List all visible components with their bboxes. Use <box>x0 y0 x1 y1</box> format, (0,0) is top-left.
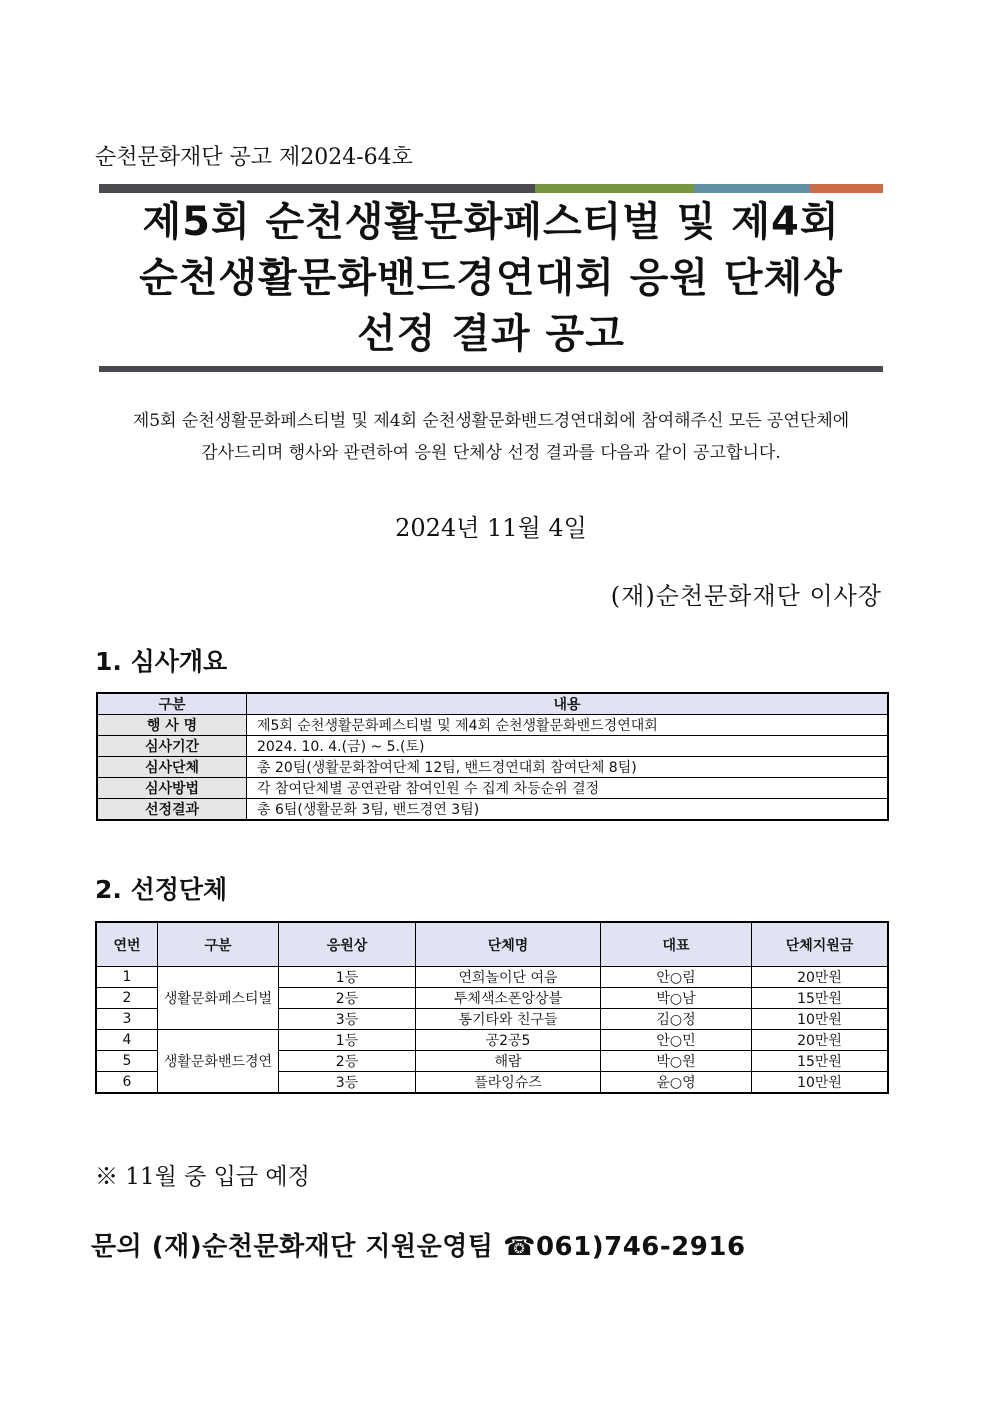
row-group-name: 공2공5 <box>416 1030 601 1051</box>
table-row <box>97 799 888 821</box>
row-amount: 20만원 <box>752 1030 889 1051</box>
row-amount: 20만원 <box>752 967 889 988</box>
color-bar-segment-3 <box>694 184 810 193</box>
row-category: 생활문화페스티벌 <box>158 967 279 1030</box>
row-number: 1 <box>96 967 158 988</box>
color-bar-segment-4 <box>810 184 883 193</box>
row-prize: 1등 <box>279 1030 416 1051</box>
header-number: 연번 <box>96 922 158 967</box>
row-value: 제5회 순천생활문화페스티벌 및 제4회 순천생활문화밴드경연대회 <box>247 715 889 736</box>
row-key: 심사방법 <box>97 778 247 799</box>
section-1-title: 1. 심사개요 <box>95 647 228 676</box>
row-representative: 안○민 <box>601 1030 752 1051</box>
header-prize: 응원상 <box>279 922 416 967</box>
row-number: 5 <box>96 1051 158 1072</box>
row-representative: 안○림 <box>601 967 752 988</box>
row-group-name: 투체색소폰앙상블 <box>416 988 601 1009</box>
table-row <box>96 1030 888 1051</box>
row-amount: 15만원 <box>752 1051 889 1072</box>
review-summary-table <box>96 692 889 821</box>
title-divider <box>99 366 883 372</box>
header-group-name: 단체명 <box>416 922 601 967</box>
table-row <box>97 757 888 778</box>
table-row <box>97 778 888 799</box>
row-prize: 2등 <box>279 1051 416 1072</box>
row-value: 총 20팀(생활문화참여단체 12팀, 밴드경연대회 참여단체 8팀) <box>247 757 889 778</box>
header-content: 내용 <box>247 693 889 715</box>
color-bar-segment-1 <box>99 184 535 193</box>
intro-line-1: 제5회 순천생활문화페스티벌 및 제4회 순천생활문화밴드경연대회에 참여해주신 모든 공연단체에 <box>132 411 850 431</box>
header-category: 구분 <box>158 922 279 967</box>
row-key: 행 사 명 <box>97 715 247 736</box>
phone-icon: ☎ <box>503 1232 536 1262</box>
row-key: 심사기간 <box>97 736 247 757</box>
color-bar-segment-2 <box>535 184 694 193</box>
row-key: 선정결과 <box>97 799 247 821</box>
contact-label: 문의 (재)순천문화재단 지원운영팀 <box>91 1232 494 1262</box>
row-prize: 1등 <box>279 967 416 988</box>
row-key: 심사단체 <box>97 757 247 778</box>
intro-line-2: 감사드리며 행사와 관련하여 응원 단체상 선정 결과를 다음과 같이 공고합니다. <box>201 443 781 463</box>
table-row <box>97 736 888 757</box>
announcement-date: 2024년 11월 4일 <box>395 514 587 542</box>
intro-paragraph <box>99 405 883 469</box>
row-amount: 15만원 <box>752 988 889 1009</box>
row-number: 3 <box>96 1009 158 1030</box>
selected-groups-table <box>95 921 889 1094</box>
table-header-row <box>97 693 888 715</box>
row-value: 각 참여단체별 공연관람 참여인원 수 집계 차등순위 결정 <box>247 778 889 799</box>
title-color-bar <box>99 184 883 193</box>
row-group-name: 연희놀이단 여음 <box>416 967 601 988</box>
row-value: 2024. 10. 4.(금) ~ 5.(토) <box>247 736 889 757</box>
contact-info <box>91 1226 746 1263</box>
row-amount: 10만원 <box>752 1072 889 1094</box>
title-line-2: 순천생활문화밴드경연대회 응원 단체상 <box>139 255 843 301</box>
payment-note: ※ 11월 중 입금 예정 <box>95 1164 310 1190</box>
row-representative: 윤○영 <box>601 1072 752 1094</box>
table-row <box>96 967 888 988</box>
row-prize: 3등 <box>279 1009 416 1030</box>
row-group-name: 플라잉슈즈 <box>416 1072 601 1094</box>
issuer: (재)순천문화재단 이사장 <box>610 582 882 610</box>
table-header-row <box>96 922 888 967</box>
row-representative: 박○남 <box>601 988 752 1009</box>
notice-number: 순천문화재단 공고 제2024-64호 <box>95 145 413 170</box>
row-number: 6 <box>96 1072 158 1094</box>
row-prize: 3등 <box>279 1072 416 1094</box>
header-support-amount: 단체지원금 <box>752 922 889 967</box>
row-category: 생활문화밴드경연 <box>158 1030 279 1094</box>
table-row <box>97 715 888 736</box>
page-title <box>99 194 883 362</box>
row-representative: 박○원 <box>601 1051 752 1072</box>
section-2-title: 2. 선정단체 <box>95 875 228 904</box>
row-representative: 김○정 <box>601 1009 752 1030</box>
header-category: 구분 <box>97 693 247 715</box>
row-group-name: 통기타와 친구들 <box>416 1009 601 1030</box>
row-prize: 2등 <box>279 988 416 1009</box>
header-representative: 대표 <box>601 922 752 967</box>
row-number: 2 <box>96 988 158 1009</box>
title-line-3: 선정 결과 공고 <box>357 311 625 357</box>
row-group-name: 해람 <box>416 1051 601 1072</box>
row-number: 4 <box>96 1030 158 1051</box>
contact-phone: 061)746-2916 <box>535 1232 746 1262</box>
row-amount: 10만원 <box>752 1009 889 1030</box>
title-line-1: 제5회 순천생활문화페스티벌 및 제4회 <box>142 199 840 245</box>
row-value: 총 6팀(생활문화 3팀, 밴드경연 3팀) <box>247 799 889 821</box>
